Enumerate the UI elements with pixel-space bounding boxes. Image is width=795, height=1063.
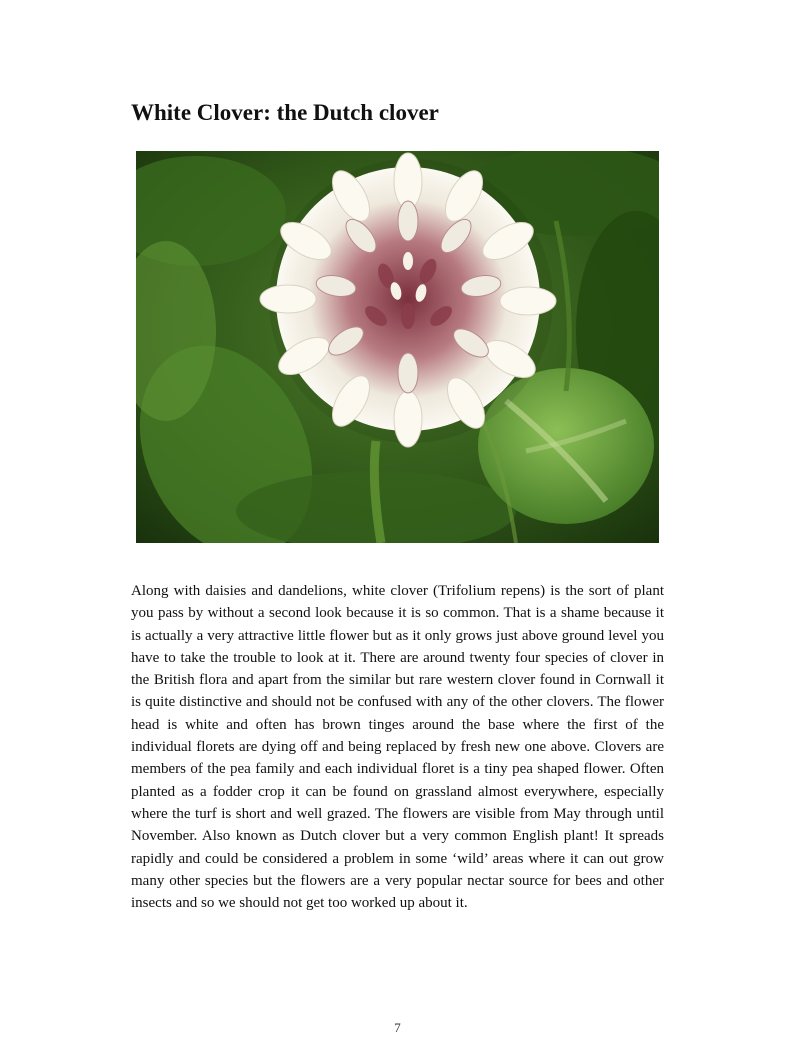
clover-photo-illustration (136, 151, 659, 543)
body-paragraph: Along with daisies and dandelions, white clover (Trifolium repens) is the sort of plant you pass by without a second look because it is so common. That is a shame because it is actually a very attractive little flower but as it only grows just above ground level you have to take the trouble to look at it. There are around twenty four species of clover in the British flora and apart from the similar but rare western clover found in Cornwall it is quite distinctive and should not be confused with any of the other clovers. The flower head is white and often has brown tinges around the base where the first of the individual florets are dying off and being replaced by fresh new one above. Clovers are members of the pea family and each individual floret is a tiny pea shaped flower. Often planted as a fodder crop it can be found on grassland almost everywhere, especially where the turf is short and well grazed. The flowers are visible from May through until November. Also known as Dutch clover but a very common English plant! It spreads rapidly and could be considered a problem in some ‘wild’ areas where it can out grow many other species but the flowers are a very popular nectar source for bees and other insects and so we should not get too worked up about it. (131, 583, 664, 912)
clover-flower-photo (136, 151, 659, 543)
page-title: White Clover: the Dutch clover (131, 100, 439, 125)
page-number: 7 (394, 1020, 401, 1035)
